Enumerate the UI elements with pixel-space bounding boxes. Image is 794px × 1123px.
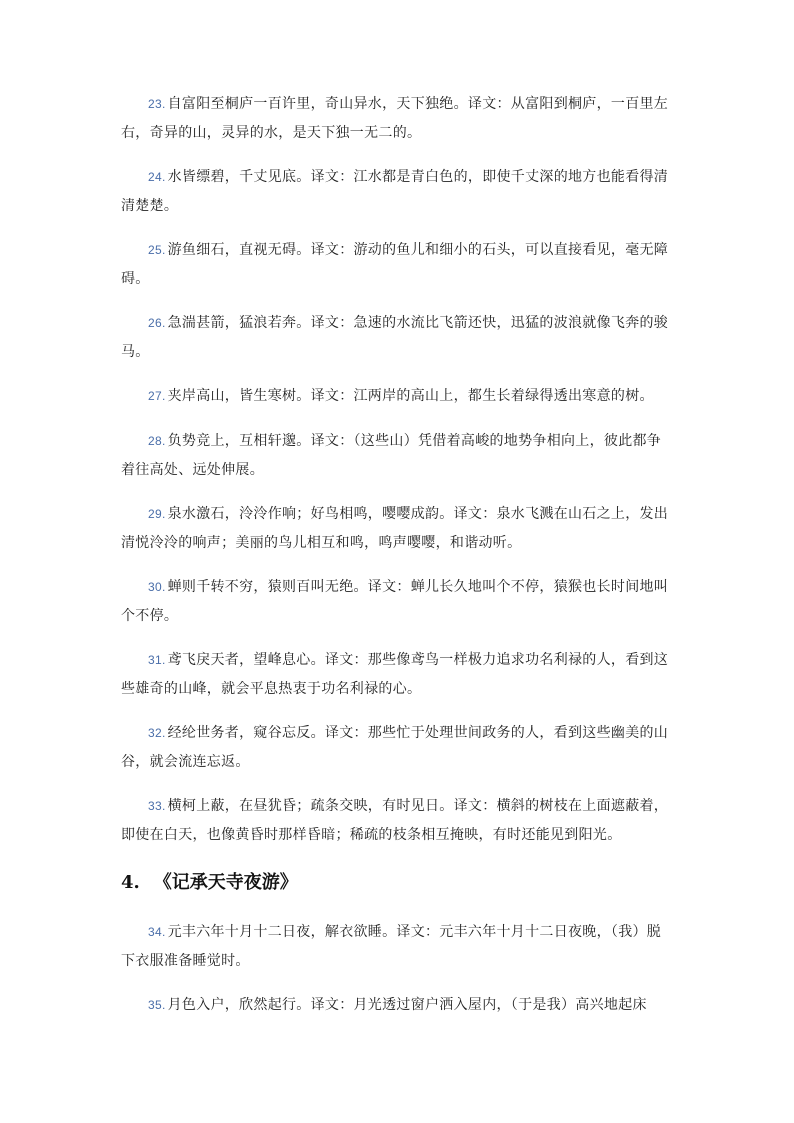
item-number: 35. [148, 998, 166, 1012]
item-number: 29. [148, 507, 166, 521]
section-heading [121, 868, 298, 898]
item-text: 横柯上蔽，在昼犹昏；疏条交映，有时见日。译文：横斜的树枝在上面遮蔽着，即使在白天，也像黄昏时那样昏暗；稀疏的枝条相互掩映，有时还能见到阳光。 [121, 798, 669, 843]
item-text: 月色入户，欣然起行。译文：月光透过窗户洒入屋内，（于是我）高兴地起床 [167, 997, 647, 1013]
section-title: 《记承天寺夜游》 [153, 872, 298, 893]
item-text: 水皆缥碧，千丈见底。译文：江水都是青白色的，即使千丈深的地方也能看得清清楚楚。 [121, 169, 669, 214]
list-item [121, 719, 673, 777]
item-number: 31. [148, 653, 166, 667]
item-text: 负势竞上，互相轩邈。译文：（这些山）凭借着高峻的地势争相向上，彼此都争着往高处、远处伸展。 [121, 433, 662, 478]
item-text: 蝉则千转不穷，猿则百叫无绝。译文：蝉儿长久地叫个不停，猿猴也长时间地叫个不停。 [121, 579, 669, 624]
item-number: 26. [148, 316, 166, 330]
item-number: 24. [148, 170, 166, 184]
item-number: 33. [148, 799, 166, 813]
list-item [121, 991, 673, 1020]
item-text: 鸢飞戾天者，望峰息心。译文：那些像鸢鸟一样极力追求功名利禄的人，看到这些雄奇的山峰，就会平息热衷于功名利禄的心。 [121, 652, 669, 697]
list-item [121, 90, 673, 148]
item-text: 经纶世务者，窥谷忘反。译文：那些忙于处理世间政务的人，看到这些幽美的山谷，就会流连忘返。 [121, 725, 669, 770]
list-item [121, 573, 673, 631]
item-number: 27. [148, 389, 166, 403]
item-text: 元丰六年十月十二日夜，解衣欲睡。译文：元丰六年十月十二日夜晚，（我）脱下衣服准备睡觉时。 [121, 924, 662, 969]
item-number: 32. [148, 726, 166, 740]
list-item [121, 792, 673, 850]
list-item [121, 918, 673, 976]
item-text: 游鱼细石，直视无碍。译文：游动的鱼儿和细小的石头，可以直接看见，毫无障碍。 [121, 242, 669, 287]
list-item [121, 309, 673, 367]
list-item [121, 236, 673, 294]
item-number: 28. [148, 434, 166, 448]
item-number: 23. [148, 97, 166, 111]
item-number: 34. [148, 925, 166, 939]
list-item [121, 382, 673, 411]
item-text: 夹岸高山，皆生寒树。译文：江两岸的高山上，都生长着绿得透出寒意的树。 [167, 388, 654, 404]
section-number: 4. [121, 872, 140, 893]
list-item [121, 500, 673, 558]
list-item [121, 163, 673, 221]
list-item [121, 427, 673, 485]
item-text: 泉水激石，泠泠作响；好鸟相鸣，嘤嘤成韵。译文：泉水飞溅在山石之上，发出清悦泠泠的响声；美丽的鸟儿相互和鸣，鸣声嘤嘤，和谐动听。 [121, 506, 669, 551]
item-text: 急湍甚箭，猛浪若奔。译文：急速的水流比飞箭还快，迅猛的波浪就像飞奔的骏马。 [121, 315, 669, 360]
item-number: 25. [148, 243, 166, 257]
item-text: 自富阳至桐庐一百许里，奇山异水，天下独绝。译文：从富阳到桐庐，一百里左右，奇异的山，灵异的水，是天下独一无二的。 [121, 96, 669, 141]
item-number: 30. [148, 580, 166, 594]
list-item [121, 646, 673, 704]
